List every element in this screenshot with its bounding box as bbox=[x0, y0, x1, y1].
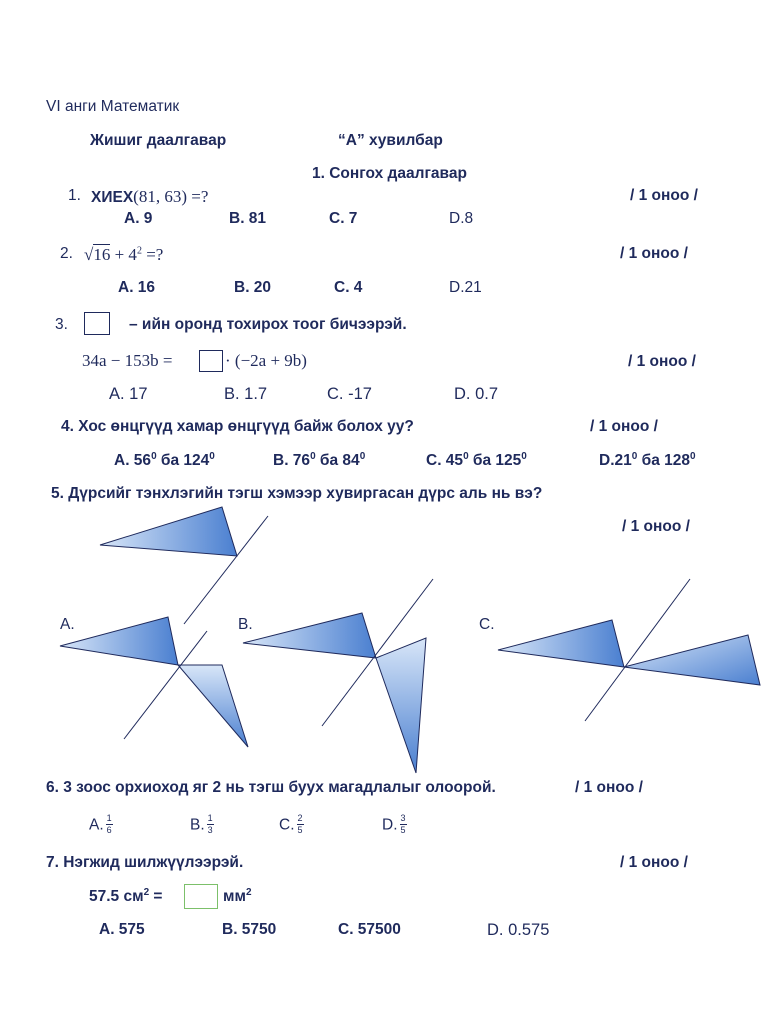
q3-text: – ийн оронд тохирох тоог бичээрэй. bbox=[129, 316, 407, 333]
q1-text: ХИЕХ(81, 63) =? bbox=[91, 187, 209, 206]
q2-option-a: A. 16 bbox=[118, 279, 156, 296]
q4-option-c: C. $45^0$ ба $125^0$ bbox=[426, 451, 527, 470]
q2-option-c: C. 4 bbox=[334, 279, 363, 296]
q2-option-d: D.21 bbox=[449, 279, 482, 296]
q7-option-d: D. 0.575 bbox=[487, 921, 550, 939]
q4-option-b: B. $76^0$ ба $84^0$ bbox=[273, 451, 366, 470]
q4-option-a: A. $56^0$ ба $124^0$ bbox=[114, 451, 215, 470]
q1-number: 1. bbox=[68, 187, 81, 204]
q1-option-d: D.8 bbox=[449, 210, 474, 227]
q5-score: / 1 оноо / bbox=[622, 518, 690, 535]
subtitle-variant: “А” хувилбар bbox=[338, 132, 443, 149]
q3-option-b: B. 1.7 bbox=[224, 385, 268, 403]
q6-score: / 1 оноо / bbox=[575, 779, 643, 796]
q1-score: / 1 оноо / bbox=[630, 187, 698, 204]
q5-a-triangle-left bbox=[60, 617, 178, 665]
q5-b-triangle-bottom bbox=[376, 638, 426, 773]
q3-rhs: · (−2a + 9b) bbox=[225, 351, 307, 370]
q5-c-triangle-right bbox=[624, 635, 760, 685]
q4-score: / 1 оноо / bbox=[590, 418, 658, 435]
q2-score: / 1 оноо / bbox=[620, 245, 688, 262]
q7-unit: $мм^2$ bbox=[223, 887, 252, 906]
q7-option-b: B. 5750 bbox=[222, 921, 277, 938]
q5-original-triangle bbox=[100, 507, 237, 556]
q5-label-a: A. bbox=[60, 616, 75, 633]
q6-option-c: C. $\frac{2}{5}$ bbox=[279, 813, 303, 835]
q3-number: 3. bbox=[55, 316, 68, 333]
q7-option-a: A. 575 bbox=[99, 921, 145, 938]
q5-label-b: B. bbox=[238, 616, 253, 633]
doc-title: VI анги Математик bbox=[46, 98, 180, 115]
q3-option-a: A. 17 bbox=[109, 385, 148, 403]
q4-option-d: $D.21^0$ ба $128^0$ bbox=[599, 451, 696, 470]
q3-option-d: D. 0.7 bbox=[454, 385, 499, 403]
q4-text: 4. Хос өнцгүүд хамар өнцгүүд байж болох уу? bbox=[61, 418, 414, 435]
q7-score: / 1 оноо / bbox=[620, 854, 688, 871]
q5-label-c: C. bbox=[479, 616, 495, 633]
q6-option-d: D. $\frac{3}{5}$ bbox=[382, 813, 406, 835]
q2-number: 2. bbox=[60, 245, 73, 262]
q1-option-b: B. 81 bbox=[229, 210, 267, 227]
q2-expression: $√16 + 4^2$ =? bbox=[84, 245, 164, 264]
q1-option-c: C. 7 bbox=[329, 210, 358, 227]
subtitle-left: Жишиг даалгавар bbox=[90, 132, 227, 149]
q6-text: 6. 3 зоос орхиоход яг 2 нь тэгш буух магадлалыг олоорой. bbox=[46, 779, 496, 796]
q7-answer-box bbox=[184, 884, 218, 909]
q5-c-triangle-left bbox=[498, 620, 624, 667]
q7-text: 7. Нэгжид шилжүүлээрэй. bbox=[46, 854, 244, 871]
q5-text: 5. Дүрсийг тэнхлэгийн тэгш хэмээр хувиргасан дүрс аль нь вэ? bbox=[51, 485, 543, 502]
q3-lhs: 34a − 153b = bbox=[82, 351, 173, 370]
q1-option-a: A. 9 bbox=[124, 210, 153, 227]
q7-option-c: C. 57500 bbox=[338, 921, 401, 938]
q5-b-triangle-left bbox=[243, 613, 376, 658]
q3-option-c: C. -17 bbox=[327, 385, 372, 403]
q6-option-b: B. $\frac{1}{3}$ bbox=[190, 813, 213, 835]
q3-score: / 1 оноо / bbox=[628, 353, 696, 370]
section-heading: 1. Сонгох даалгавар bbox=[312, 165, 467, 182]
q6-option-a: A. $\frac{1}{6}$ bbox=[89, 813, 112, 835]
q5-a-triangle-bottom bbox=[178, 665, 248, 747]
q7-lhs: 57.5 $см^2$ = bbox=[89, 887, 163, 906]
q2-option-b: B. 20 bbox=[234, 279, 272, 296]
